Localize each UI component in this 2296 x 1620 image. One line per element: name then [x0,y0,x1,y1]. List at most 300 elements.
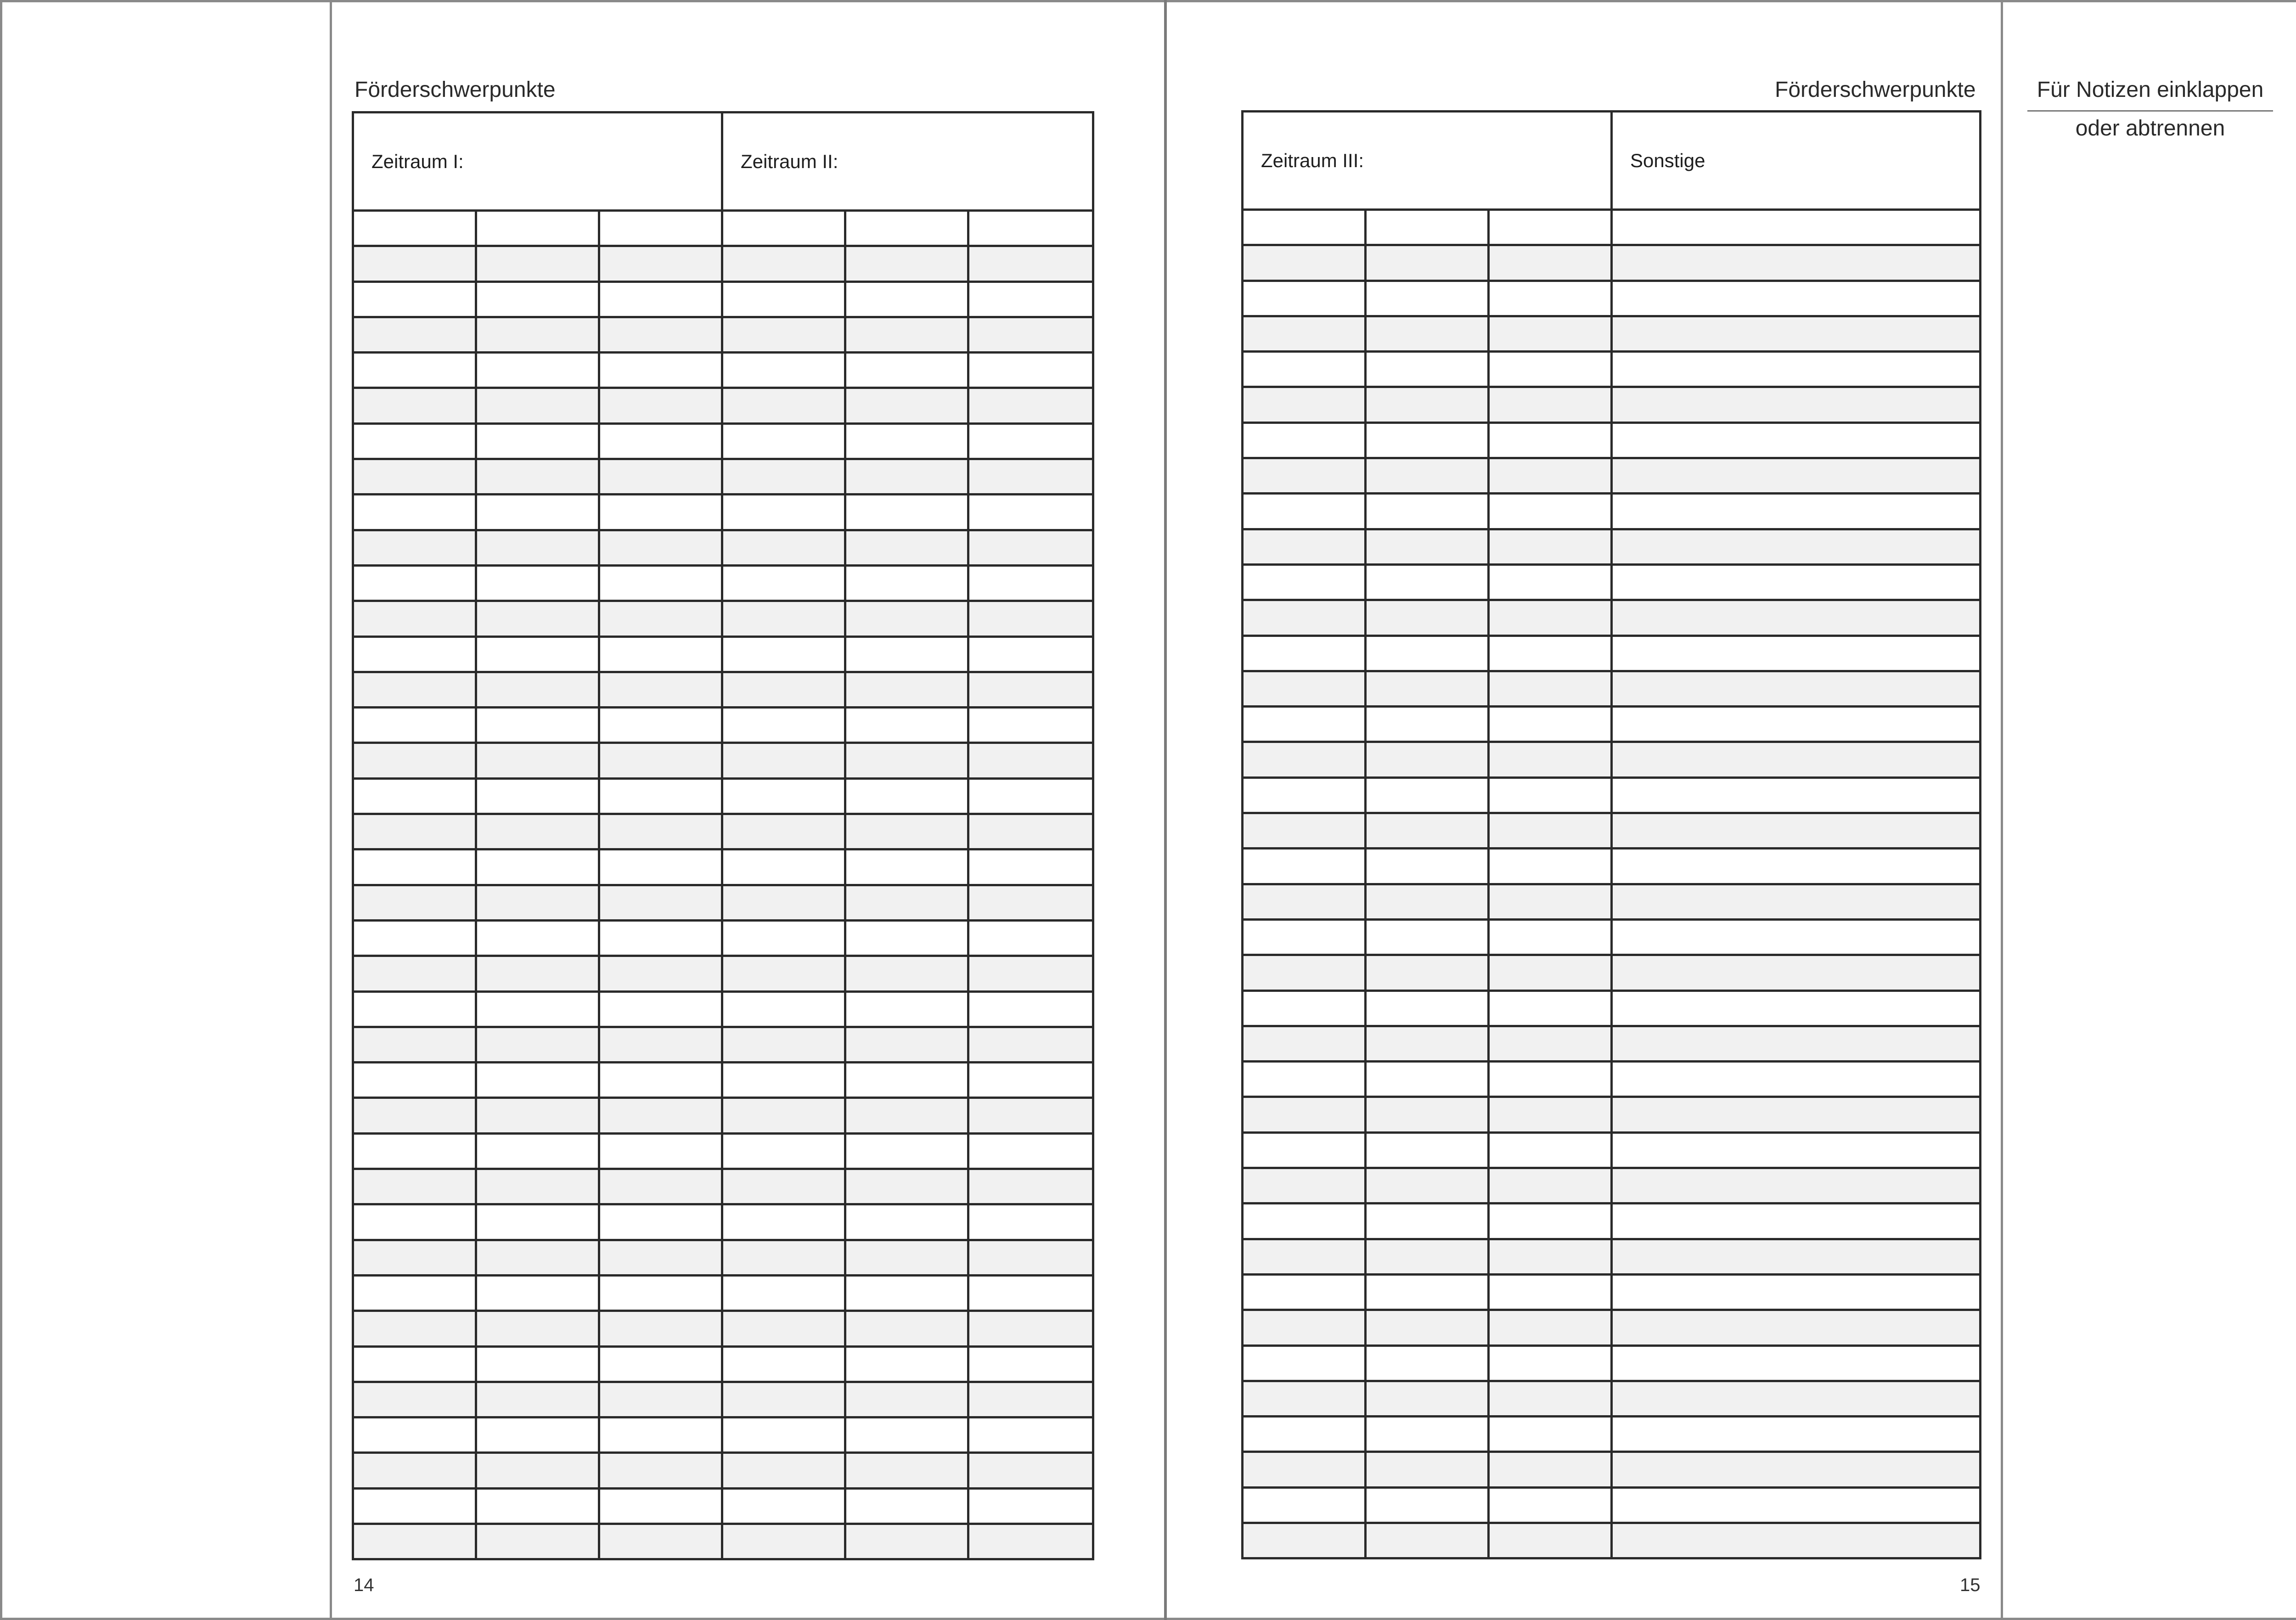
table-cell [845,1169,968,1204]
table-cell [845,956,968,991]
table-cell [1489,884,1612,919]
table-cell [845,530,968,565]
table-cell [476,1488,599,1524]
table-row [1243,1487,1981,1523]
table-row [353,778,1093,814]
table-cell [845,388,968,423]
table-cell [599,530,722,565]
table-row [353,565,1093,601]
table-cell [722,1488,845,1524]
table-cell [1489,1097,1612,1132]
page-number-right: 15 [1960,1575,1981,1595]
table-row [1243,352,1981,387]
table-cell [599,565,722,601]
table-cell [1243,1097,1366,1132]
table-cell [599,388,722,423]
table-cell [845,317,968,352]
table-row [1243,1274,1981,1310]
table-cell [353,317,476,352]
table-cell [968,495,1093,530]
table-row [1243,387,1981,422]
table-cell [353,956,476,991]
table-cell [476,672,599,707]
table-cell [1243,1239,1366,1274]
table-cell [1243,600,1366,636]
table-cell [353,1133,476,1169]
table-cell [1366,1345,1489,1381]
table-cell [845,1311,968,1346]
table-cell [476,991,599,1027]
table-cell [476,388,599,423]
table-cell [1243,1381,1366,1416]
table-cell [1366,281,1489,316]
table-cell [1366,210,1489,245]
table-row [353,246,1093,281]
table-cell [1366,1452,1489,1487]
table-cell [722,1453,845,1488]
table-cell [722,1133,845,1169]
table-cell [1612,600,1981,636]
table-cell [353,778,476,814]
table-cell [1612,1381,1981,1416]
table-cell [476,1133,599,1169]
table-cell [1366,352,1489,387]
table-cell [1489,1239,1612,1274]
table-cell [353,708,476,743]
table-cell [1366,742,1489,777]
table-cell [1489,564,1612,600]
table-row [1243,1026,1981,1061]
period-2-header: Zeitraum II: [722,112,1093,211]
table-cell [476,1169,599,1204]
table-row [1243,422,1981,458]
table-cell [968,530,1093,565]
table-cell [968,1275,1093,1311]
table-cell [476,1098,599,1133]
table-cell [845,1275,968,1311]
table-row [353,885,1093,920]
table-cell [1366,1523,1489,1558]
table-cell [476,317,599,352]
table-cell [845,636,968,672]
table-cell [599,885,722,920]
table-cell [1243,1345,1366,1381]
table-cell [722,778,845,814]
table-row [1243,1132,1981,1168]
table-row [1243,1168,1981,1204]
table-cell [476,1275,599,1311]
table-cell [1612,671,1981,706]
table-cell [1612,1417,1981,1452]
table-cell [1612,1097,1981,1132]
table-cell [599,1027,722,1062]
table-cell [845,1133,968,1169]
table-cell [968,1204,1093,1240]
table-cell [968,1063,1093,1098]
table-row [353,849,1093,885]
table-cell [476,956,599,991]
table-cell [353,211,476,246]
table-cell [1612,1239,1981,1274]
table-cell [599,1204,722,1240]
table-cell [599,672,722,707]
period-3-header: Zeitraum III: [1243,112,1612,210]
table-cell [968,1382,1093,1417]
table-cell [1243,422,1366,458]
table-cell [968,317,1093,352]
table-row [353,991,1093,1027]
table-cell [599,211,722,246]
table-cell [722,672,845,707]
table-cell [599,636,722,672]
table-row [1243,458,1981,494]
table-cell [1489,1168,1612,1204]
table-cell [845,211,968,246]
table-row [353,1098,1093,1133]
table-row [353,353,1093,388]
table-row [1243,1097,1981,1132]
table-cell [353,1027,476,1062]
table-cell [1243,990,1366,1026]
table-cell [968,778,1093,814]
table-cell [1612,1168,1981,1204]
table-cell [1612,884,1981,919]
table-cell [353,388,476,423]
table-cell [1489,1132,1612,1168]
table-cell [722,849,845,885]
table-cell [353,1063,476,1098]
left-margin-rule [330,0,332,1620]
table-row [1243,529,1981,564]
table-cell [722,1204,845,1240]
left-record-table [352,111,1094,1560]
table-cell [1489,494,1612,529]
table-cell [1243,494,1366,529]
table-cell [968,565,1093,601]
table-cell [1489,1345,1612,1381]
table-cell [599,353,722,388]
table-cell [968,1098,1093,1133]
table-cell [722,495,845,530]
table-cell [1612,919,1981,955]
table-cell [722,423,845,459]
table-row [1243,707,1981,742]
table-row [353,1275,1093,1311]
table-cell [1366,1132,1489,1168]
table-cell [1489,529,1612,564]
table-cell [599,1382,722,1417]
table-cell [722,1418,845,1453]
table-row [1243,742,1981,777]
table-row [1243,919,1981,955]
table-cell [1489,458,1612,494]
table-cell [968,1311,1093,1346]
tear-off-rule [2001,0,2003,1620]
table-cell [968,636,1093,672]
table-cell [968,281,1093,317]
table-cell [1366,1381,1489,1416]
page-number-left: 14 [354,1575,374,1595]
table-cell [1366,387,1489,422]
table-cell [968,388,1093,423]
table-cell [1243,210,1366,245]
table-cell [1366,1310,1489,1345]
table-cell [1366,707,1489,742]
table-cell [722,1098,845,1133]
table-cell [1489,352,1612,387]
table-cell [968,1133,1093,1169]
table-cell [476,565,599,601]
table-cell [476,1453,599,1488]
table-row [353,1346,1093,1382]
table-cell [1489,422,1612,458]
table-cell [1366,884,1489,919]
table-cell [476,636,599,672]
left-page-title: Förderschwerpunkte [355,78,556,102]
table-cell [353,814,476,849]
table-cell [1612,636,1981,671]
table-cell [353,1346,476,1382]
table-row [1243,990,1981,1026]
table-cell [1366,458,1489,494]
table-cell [968,246,1093,281]
table-cell [968,672,1093,707]
table-cell [1243,1168,1366,1204]
table-cell [968,423,1093,459]
table-cell [599,1275,722,1311]
table-cell [476,281,599,317]
table-cell [1243,1487,1366,1523]
table-row [1243,884,1981,919]
table-row [1243,849,1981,884]
table-row [353,708,1093,743]
table-cell [1366,919,1489,955]
table-cell [722,459,845,495]
table-cell [1243,387,1366,422]
table-cell [599,1418,722,1453]
table-row [1243,813,1981,849]
table-cell [968,991,1093,1027]
spine-rule [1164,0,1167,1620]
table-cell [845,495,968,530]
table-cell [476,708,599,743]
table-cell [476,211,599,246]
table-cell [476,459,599,495]
table-cell [353,459,476,495]
table-cell [968,1524,1093,1559]
table-cell [968,956,1093,991]
table-cell [845,601,968,636]
table-cell [1243,919,1366,955]
table-cell [845,1063,968,1098]
table-row [353,1311,1093,1346]
table-cell [1612,210,1981,245]
table-cell [1612,813,1981,849]
table-cell [1612,1026,1981,1061]
table-cell [1243,281,1366,316]
table-cell [722,1169,845,1204]
table-cell [1489,1204,1612,1239]
table-cell [845,1346,968,1382]
table-cell [353,1169,476,1204]
table-row [353,317,1093,352]
table-cell [845,353,968,388]
table-cell [599,1346,722,1382]
table-row [353,1027,1093,1062]
table-cell [1366,849,1489,884]
table-cell [476,423,599,459]
table-cell [1243,1523,1366,1558]
table-row [353,1240,1093,1275]
table-cell [1612,352,1981,387]
table-cell [1612,1452,1981,1487]
table-cell [1366,1487,1489,1523]
table-cell [1243,1204,1366,1239]
table-cell [845,1240,968,1275]
table-cell [1366,777,1489,813]
notes-instruction-line-1: Für Notizen einklappen [2037,78,2264,102]
table-cell [476,1204,599,1240]
table-cell [968,353,1093,388]
table-row [353,1382,1093,1417]
table-row [353,1524,1093,1559]
table-cell [1612,1523,1981,1558]
table-cell [1489,990,1612,1026]
table-cell [845,1382,968,1417]
table-row [1243,1062,1981,1097]
table-cell [1489,849,1612,884]
table-cell [722,991,845,1027]
table-cell [1243,1132,1366,1168]
table-cell [722,885,845,920]
table-row [353,530,1093,565]
table-cell [1612,1204,1981,1239]
table-cell [1612,387,1981,422]
table-cell [599,1169,722,1204]
table-cell [1243,742,1366,777]
table-cell [1489,600,1612,636]
table-cell [968,601,1093,636]
table-cell [1489,1452,1612,1487]
table-cell [1366,1274,1489,1310]
table-cell [1489,1417,1612,1452]
table-cell [1612,529,1981,564]
table-cell [353,1204,476,1240]
table-cell [476,885,599,920]
table-cell [1489,671,1612,706]
table-cell [845,672,968,707]
table-cell [353,1382,476,1417]
table-cell [476,601,599,636]
table-cell [353,495,476,530]
table-cell [845,1488,968,1524]
table-cell [599,601,722,636]
table-cell [1489,1274,1612,1310]
table-cell [845,991,968,1027]
table-cell [353,991,476,1027]
table-cell [1489,1381,1612,1416]
table-cell [476,1027,599,1062]
table-cell [353,423,476,459]
table-cell [722,1240,845,1275]
table-cell [722,281,845,317]
table-cell [599,1453,722,1488]
table-cell [968,708,1093,743]
table-cell [1612,955,1981,990]
table-row [353,1488,1093,1524]
notes-divider [2027,110,2273,112]
table-cell [353,565,476,601]
table-cell [599,1524,722,1559]
table-cell [353,246,476,281]
table-cell [599,991,722,1027]
table-cell [1612,316,1981,351]
table-row [353,920,1093,956]
table-cell [599,1311,722,1346]
table-cell [1612,1274,1981,1310]
table-row [1243,636,1981,671]
table-cell [1366,494,1489,529]
table-row [1243,600,1981,636]
table-cell [1366,636,1489,671]
table-cell [1366,1204,1489,1239]
table-cell [599,849,722,885]
table-cell [845,778,968,814]
table-cell [845,885,968,920]
table-cell [1366,600,1489,636]
table-cell [599,423,722,459]
table-cell [1243,316,1366,351]
table-cell [353,1418,476,1453]
table-cell [476,778,599,814]
table-cell [353,601,476,636]
table-cell [722,708,845,743]
table-cell [1612,777,1981,813]
table-cell [968,1488,1093,1524]
table-cell [353,636,476,672]
table-cell [1612,564,1981,600]
table-cell [1612,422,1981,458]
table-row [353,672,1093,707]
table-cell [1243,1310,1366,1345]
table-cell [1489,316,1612,351]
table-cell [968,920,1093,956]
table-cell [1366,813,1489,849]
table-cell [1243,458,1366,494]
table-cell [1243,529,1366,564]
table-cell [845,814,968,849]
table-cell [722,565,845,601]
table-row [353,1133,1093,1169]
table-cell [1612,742,1981,777]
table-cell [599,317,722,352]
table-cell [353,1524,476,1559]
table-row [1243,777,1981,813]
table-row [1243,210,1981,245]
table-cell [722,1275,845,1311]
table-row [1243,281,1981,316]
table-cell [722,211,845,246]
table-cell [1243,955,1366,990]
table-cell [722,1382,845,1417]
table-cell [1489,777,1612,813]
table-row [1243,955,1981,990]
table-cell [1612,281,1981,316]
left-table-header-row [353,112,1093,211]
table-cell [1243,636,1366,671]
table-cell [599,814,722,849]
table-cell [353,1488,476,1524]
